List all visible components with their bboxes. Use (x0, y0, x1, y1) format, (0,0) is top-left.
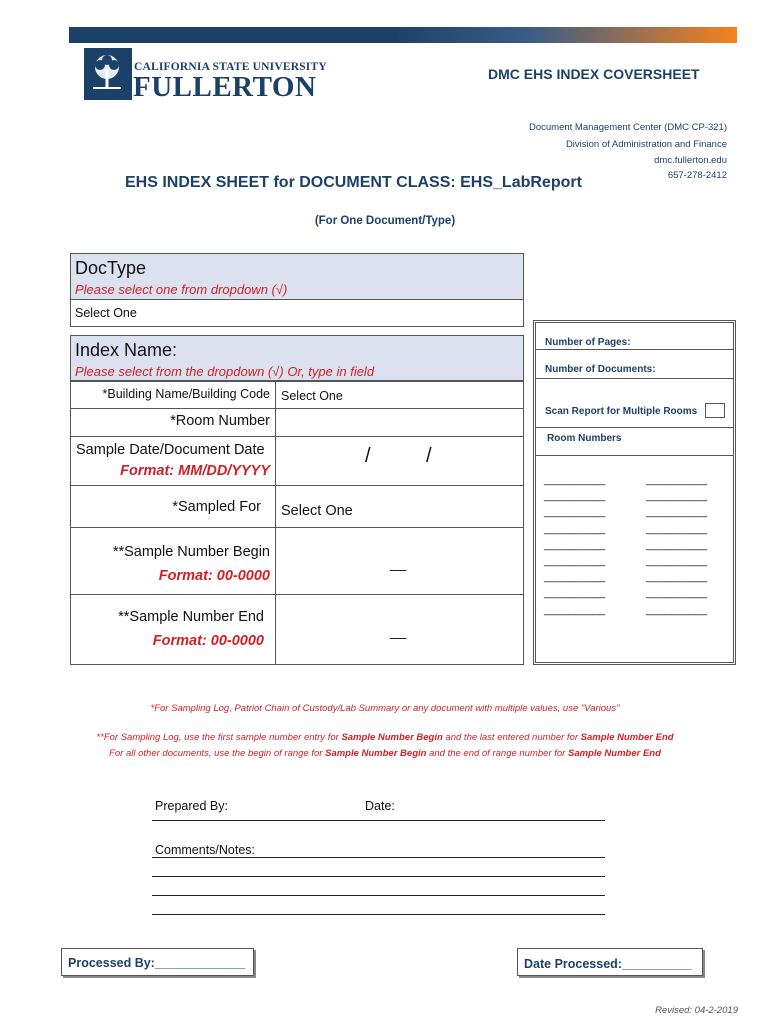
date-label: Sample Date/Document Date (76, 442, 265, 458)
date-label-signoff: Date: (365, 799, 395, 813)
building-label-cell (70, 381, 276, 409)
sample-end-format: Format: 00-0000 (152, 633, 264, 649)
contact-line-3: dmc.fullerton.edu (654, 155, 727, 166)
room-label: *Room Number (170, 413, 270, 429)
university-line: CALIFORNIA STATE UNIVERSITY (134, 61, 327, 73)
scan-label: Scan Report for Multiple Rooms (545, 406, 698, 417)
note3-bold-b: Sample Number End (567, 748, 661, 759)
room-number-lines-right[interactable]: __________ __________ __________ __________ __________ __________ __________ __________ __________ (646, 474, 708, 616)
doctype-select[interactable] (70, 299, 524, 327)
sampled-for-select[interactable] (275, 485, 524, 528)
index-header (70, 335, 524, 381)
scan-multiple-rooms-checkbox[interactable] (705, 403, 725, 418)
side-panel (533, 320, 736, 665)
page-title: EHS INDEX SHEET for DOCUMENT CLASS: EHS_LabReport (125, 174, 582, 191)
comments-line-2[interactable] (152, 876, 605, 877)
sample-begin-value: __ (390, 556, 407, 572)
doctype-instruction: Please select one from dropdown (√) (75, 282, 288, 297)
date-processed-label: Date Processed:__________ (524, 957, 692, 971)
note3-text-b: and the end of range number for (426, 748, 568, 759)
building-select-value: Select One (281, 389, 343, 403)
prepared-by-label: Prepared By: (155, 799, 228, 813)
university-name: FULLERTON (133, 71, 317, 103)
doctype-select-value: Select One (75, 306, 137, 320)
scan-cell (536, 379, 733, 427)
building-label: *Building Name/Building Code (102, 387, 270, 401)
comments-label: Comments/Notes: (155, 843, 256, 857)
cover-title: DMC EHS INDEX COVERSHEET (488, 66, 700, 82)
sample-begin-field[interactable] (275, 527, 524, 595)
doctype-header (70, 253, 524, 300)
index-instruction: Please select from the dropdown (√) Or, type in field (75, 364, 375, 379)
note-sampling-log (0, 732, 770, 743)
note3-bold-a: Sample Number Begin (325, 748, 427, 759)
header-bar-left (69, 27, 399, 43)
comments-line-4[interactable] (152, 914, 605, 915)
date-field[interactable] (275, 436, 524, 486)
sample-end-label-cell (70, 594, 276, 665)
contact-line-4: 657-278-2412 (667, 170, 727, 181)
note-various: *For Sampling Log, Patriot Chain of Custody/Lab Summary or any document with multiple values, use "Various" (150, 703, 620, 714)
date-processed-box[interactable] (517, 948, 703, 976)
sample-end-field[interactable] (275, 594, 524, 665)
date-separator-1: / (365, 445, 371, 467)
doctype-heading: DocType (75, 258, 147, 278)
sample-begin-label-cell (70, 527, 276, 595)
revised-date: Revised: 04-2-2019 (655, 1005, 738, 1016)
sample-begin-label: **Sample Number Begin (112, 544, 270, 560)
sample-end-value: __ (390, 624, 407, 640)
comments-line-1[interactable] (152, 857, 605, 858)
contact-line-2: Division of Administration and Finance (565, 139, 727, 150)
sample-end-label: **Sample Number End (118, 609, 264, 625)
sampled-for-label: *Sampled For (172, 499, 261, 515)
note2-text-a: **For Sampling Log, use the first sample number entry for (96, 732, 342, 743)
note2-bold-b: Sample Number End (580, 732, 674, 743)
building-select[interactable] (275, 381, 524, 409)
room-number-lines-left[interactable]: __________ __________ __________ __________ __________ __________ __________ __________ __________ (544, 474, 606, 616)
comments-line-3[interactable] (152, 895, 605, 896)
pages-label: Number of Pages: (545, 337, 631, 348)
index-heading: Index Name: (75, 340, 178, 360)
note2-text-b: and the last entered number for (442, 732, 581, 743)
sampled-for-value: Select One (281, 503, 353, 519)
room-label-cell (70, 408, 276, 437)
date-label-cell (70, 436, 276, 486)
sampled-for-label-cell (70, 485, 276, 528)
note2-bold-a: Sample Number Begin (341, 732, 443, 743)
sample-begin-format: Format: 00-0000 (158, 568, 270, 584)
prepared-by-line[interactable] (152, 820, 605, 821)
processed-by-box[interactable] (61, 948, 254, 976)
room-number-field[interactable] (275, 408, 524, 437)
processed-by-label: Processed By:_____________ (68, 956, 246, 970)
room-numbers-label: Room Numbers (547, 433, 622, 444)
documents-label: Number of Documents: (545, 364, 656, 375)
documents-cell[interactable] (536, 350, 733, 379)
date-format: Format: MM/DD/YYYY (120, 463, 270, 479)
room-numbers-header (536, 427, 733, 456)
university-seal-icon (84, 48, 132, 100)
pages-cell[interactable] (536, 323, 733, 350)
contact-line-1: Document Management Center (DMC CP-321) (529, 122, 727, 133)
page-subtitle: (For One Document/Type) (314, 215, 456, 227)
note3-text-a: For all other documents, use the begin of range for (109, 748, 326, 759)
header-bar (390, 27, 737, 43)
note-other-documents (0, 748, 770, 759)
date-separator-2: / (426, 445, 432, 467)
